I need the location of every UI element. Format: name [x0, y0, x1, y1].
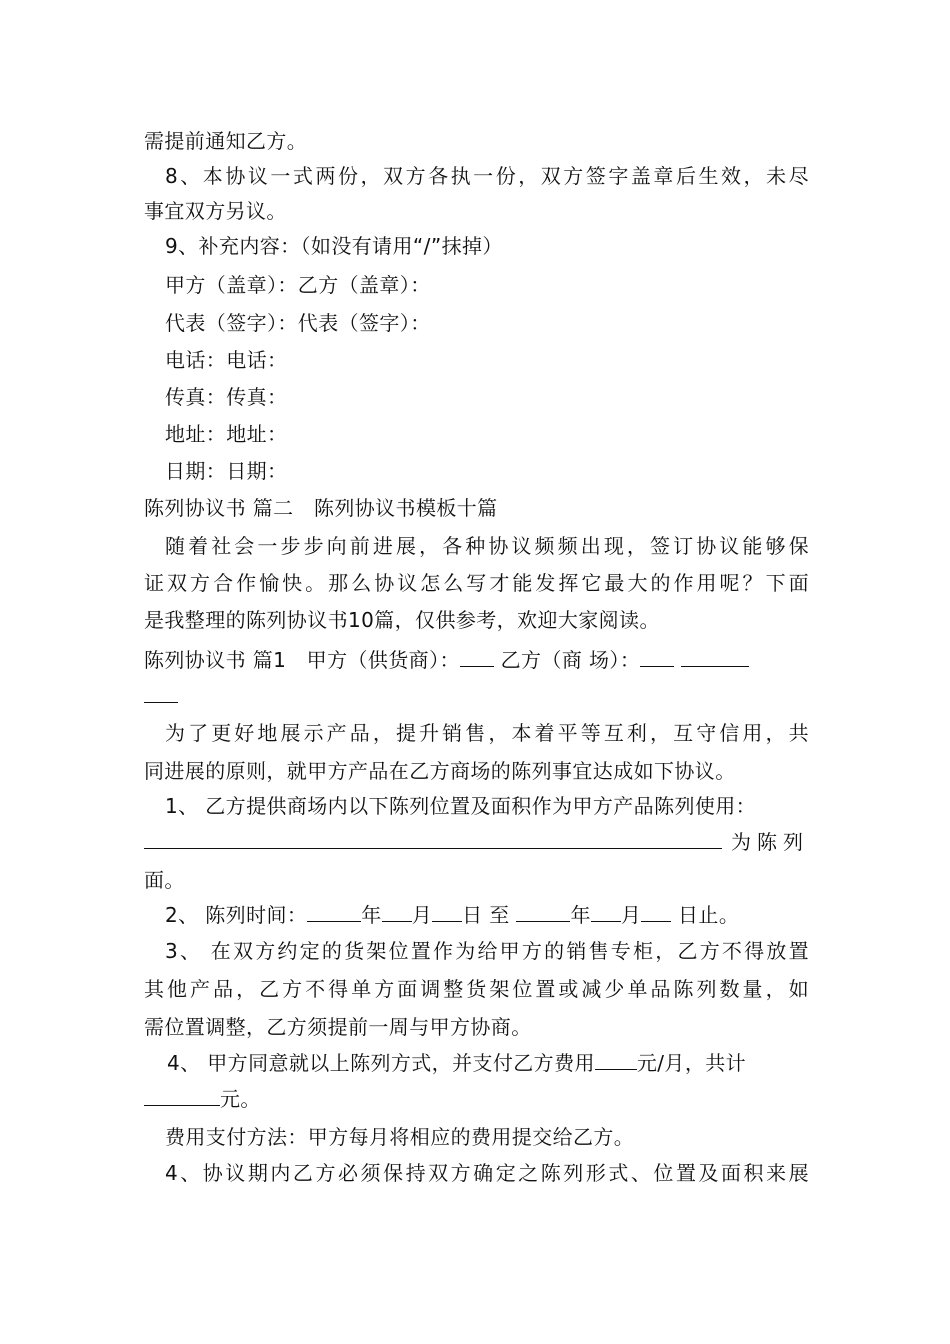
clause-3: 3、 在双方约定的货架位置作为给甲方的销售专柜，乙方不得放置 — [165, 939, 809, 963]
signature-representative-line: 代表（签字）：代表（签字）： — [165, 311, 431, 335]
blank-field — [591, 901, 621, 922]
blank-field — [516, 901, 570, 922]
blank-field — [641, 901, 671, 922]
yuan-label: 元。 — [220, 1087, 261, 1111]
date-line: 日期：日期： — [165, 459, 288, 483]
text-line: 面。 — [144, 868, 185, 892]
clause-4 — [167, 1049, 832, 1077]
intro-paragraph-line: 证双方合作愉快。那么协议怎么写才能发挥它最大的作用呢？下面 — [144, 571, 809, 595]
day-to-label: 日 至 — [462, 903, 510, 927]
clause-4-text: 4、 甲方同意就以上陈列方式，并支付乙方费用 — [167, 1051, 595, 1075]
agreement-header-party-b: 乙方（商 场）： — [500, 648, 641, 672]
fax-line: 传真：传真： — [165, 385, 288, 409]
address-line: 地址：地址： — [165, 422, 288, 446]
blank-field — [681, 646, 749, 667]
clause-4-duplicate: 4、协议期内乙方必须保持双方确定之陈列形式、位置及面积来展 — [165, 1161, 809, 1185]
day-end-label: 日止。 — [678, 903, 740, 927]
clause-3-line: 其他产品，乙方不得单方面调整货架位置或减少单品陈列数量，如 — [144, 977, 809, 1001]
intro-paragraph-line: 随着社会一步步向前进展，各种协议频频出现，签订协议能够保 — [165, 534, 809, 558]
blank-field — [144, 1085, 220, 1106]
clause-3-line: 需位置调整，乙方须提前一周与甲方协商。 — [144, 1015, 532, 1039]
payment-method-line: 费用支付方法：甲方每月将相应的费用提交给乙方。 — [165, 1125, 635, 1149]
blank-field — [595, 1049, 637, 1070]
phone-line: 电话：电话： — [165, 348, 288, 372]
blank-field — [640, 646, 674, 667]
text-line: 需提前通知乙方。 — [144, 129, 308, 153]
month-label: 月 — [411, 903, 433, 927]
clause-1-continuation — [144, 828, 809, 856]
section-heading: 陈列协议书 篇二 陈列协议书模板十篇 — [144, 496, 498, 520]
clause-4-continuation — [144, 1085, 809, 1113]
clause-1: 1、 乙方提供商场内以下陈列位置及面积作为甲方产品陈列使用： — [165, 794, 757, 818]
agreement-header-line — [144, 646, 809, 674]
blank-field — [460, 646, 494, 667]
signature-party-line: 甲方（盖章）：乙方（盖章）： — [165, 273, 431, 297]
clause-2-label: 2、 陈列时间： — [165, 903, 308, 927]
clause-9: 9、补充内容：（如没有请用“/”抹掉） — [165, 234, 503, 258]
blank-field — [144, 828, 722, 849]
text-line: 事宜双方另议。 — [144, 199, 287, 223]
blank-field — [144, 682, 178, 703]
clause-1-suffix: 为陈列 — [731, 830, 809, 854]
month-label: 月 — [620, 903, 642, 927]
agreement-header-party-a: 陈列协议书 篇1 甲方（供货商）： — [144, 648, 460, 672]
purpose-paragraph-line: 为了更好地展示产品，提升销售，本着平等互利，互守信用，共 — [165, 721, 809, 745]
year-label: 年 — [570, 903, 591, 927]
blank-field — [382, 901, 412, 922]
blank-field — [307, 901, 361, 922]
agreement-header-continuation — [144, 682, 809, 710]
year-label: 年 — [361, 903, 382, 927]
purpose-paragraph-line: 同进展的原则，就甲方产品在乙方商场的陈列事宜达成如下协议。 — [144, 759, 736, 783]
clause-8: 8、本协议一式两份，双方各执一份，双方签字盖章后生效，未尽 — [165, 164, 809, 188]
blank-field — [432, 901, 462, 922]
intro-paragraph-line: 是我整理的陈列协议书10篇，仅供参考，欢迎大家阅读。 — [144, 608, 660, 632]
clause-2 — [165, 901, 830, 929]
clause-4-text-2: 元/月，共计 — [636, 1051, 747, 1075]
